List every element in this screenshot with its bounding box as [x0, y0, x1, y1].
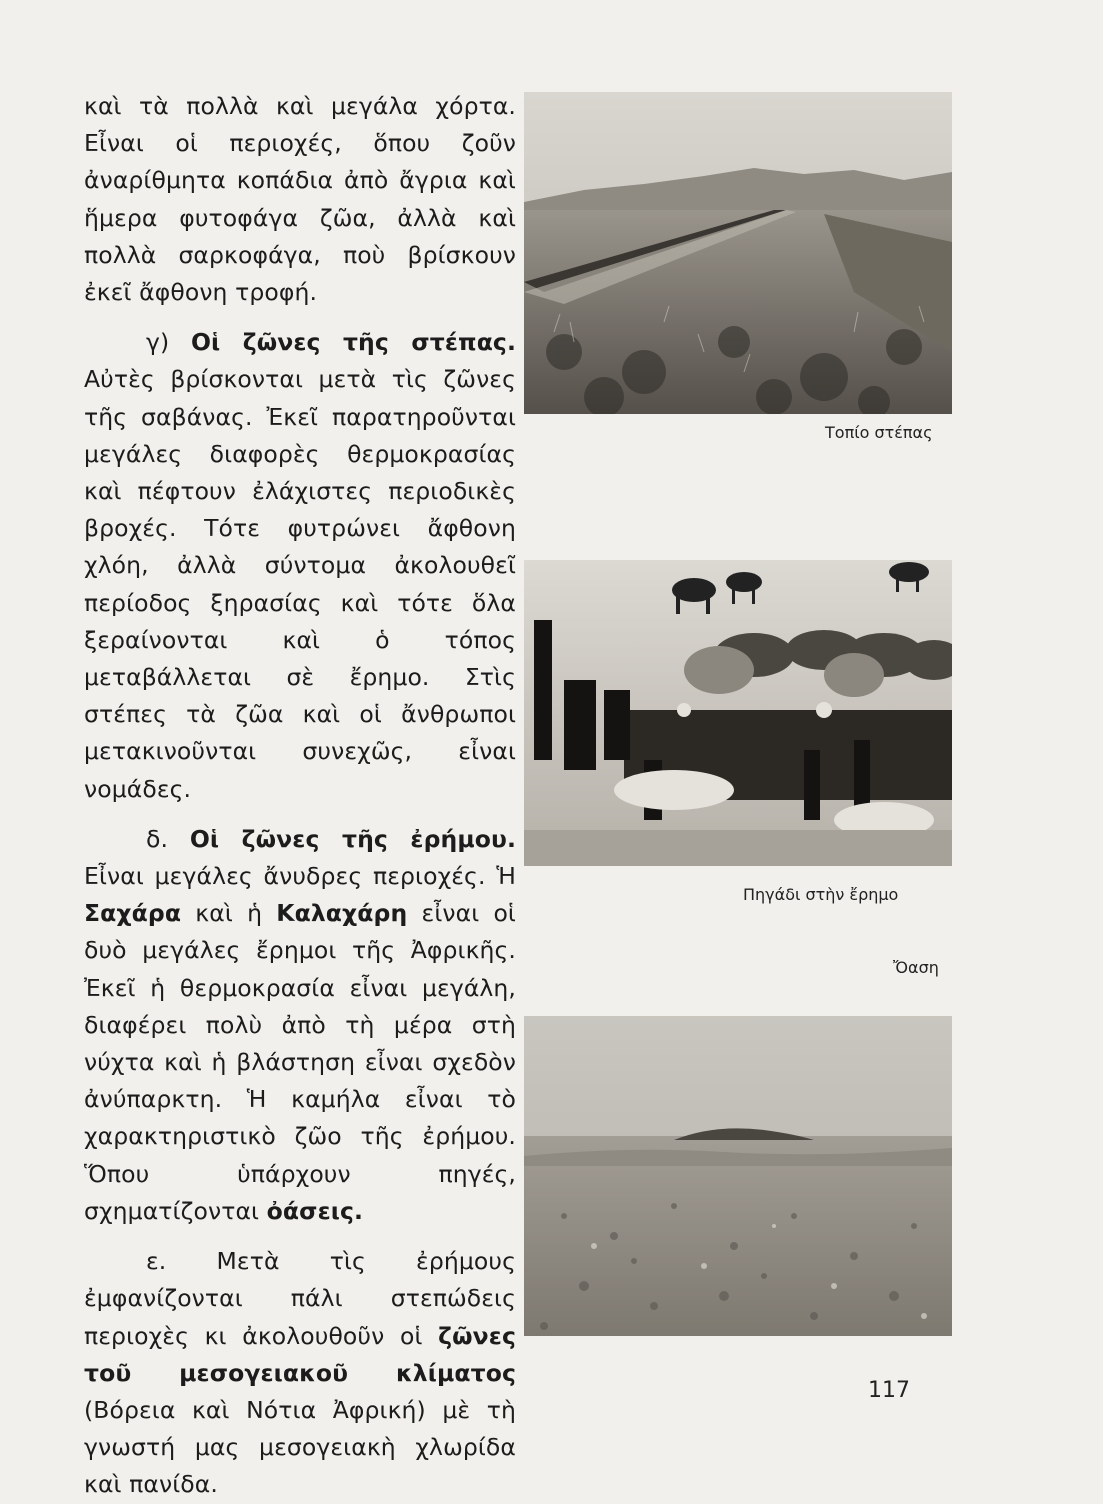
heading-steppe-zones: Οἱ ζῶνες τῆς στέπας.: [190, 328, 516, 357]
term-kalahari: Καλαχάρη: [276, 899, 408, 928]
term-sahara: Σαχάρα: [84, 899, 182, 928]
steppe-body: Αὐτὲς βρίσκονται μετὰ τὶς ζῶνες τῆς σαβάνας. Ἐκεῖ παρατηροῦνται μεγάλες διαφορὲς θερμοκρασίας καὶ πέφτουν ἐλάχιστες περιοδικὲς βροχές. Τότε φυτρώνει ἄφθονη χλόη, ἀλλὰ σύντομα ἀκολουθεῖ περίοδος ξηρασίας καὶ τότε ὅλα ξεραίνονται καὶ ὁ τόπος μεταβάλλεται σὲ ἔρημο. Στὶς στέπες τὰ ζῶα καὶ οἱ ἄνθρωποι μετακινοῦνται συνεχῶς, εἶναι νομάδες.: [84, 365, 516, 803]
main-text-column: [84, 88, 516, 1504]
paragraph-desert: δ. Οἱ ζῶνες τῆς ἐρήμου. Εἶναι μεγάλες ἄνυδρες περιοχές. Ἡ Σαχάρα καὶ ἡ Καλαχάρη εἶναι οἱ δυὸ μεγάλες ἔρημοι τῆς Ἀφρικῆς. Ἐκεῖ ἡ θερμοκρασία εἶναι μεγάλη, διαφέρει πολὺ ἀπὸ τὴ μέρα στὴ νύχτα καὶ ἡ βλάστηση εἶναι σχεδὸν ἀνύπαρκτη. Ἡ καμήλα εἶναι τὸ χαρακτηριστικὸ ζῶο τῆς ἐρήμου. Ὅπου ὑπάρχουν πηγές, σχηματίζονται ὀάσεις.: [84, 824, 516, 1225]
paragraph-mediterranean: ε. Μετὰ τὶς ἐρήμους ἐμφανίζονται πάλι στεπώδεις περιοχὲς κι ἀκολουθοῦν οἱ ζῶνες τοῦ μεσογειακοῦ κλίματος (Βόρεια καὶ Νότια Ἀφρική) μὲ τὴ γνωστή μας μεσογειακὴ χλωρίδα καὶ πανίδα.: [84, 1247, 516, 1499]
heading-desert-zones: Οἱ ζῶνες τῆς ἐρήμου.: [189, 824, 516, 853]
paragraph-steppe: [84, 324, 516, 808]
paragraph-savanna-end: καὶ τὰ πολλὰ καὶ μεγάλα χόρτα. Εἶναι οἱ περιοχές, ὅπου ζοῦν ἀναρίθμητα κοπάδια ἀπὸ ἄγρια καὶ ἥμερα φυτοφάγα ζῶα, ἀλλὰ καὶ πολλὰ σαρκοφάγα, ποὺ βρίσκουν ἐκεῖ ἄφθονη τροφή.: [84, 92, 516, 307]
desert-well-photo: [524, 560, 952, 866]
term-oases: ὀάσεις.: [266, 1196, 364, 1225]
caption-oasis: Ὄαση: [893, 958, 939, 977]
term-mediterranean-zones: ζῶνες τοῦ μεσογειακοῦ κλίματος: [84, 1321, 516, 1387]
caption-well: Πηγάδι στὴν ἔρημο: [743, 885, 899, 904]
oasis-photo: [524, 1016, 952, 1336]
caption-steppe: Τοπίο στέπας: [825, 423, 933, 442]
steppe-landscape-photo: [524, 92, 952, 414]
section-marker-c: γ): [146, 328, 170, 357]
section-marker-d: δ.: [146, 824, 169, 853]
page-number: 117: [868, 1378, 910, 1403]
